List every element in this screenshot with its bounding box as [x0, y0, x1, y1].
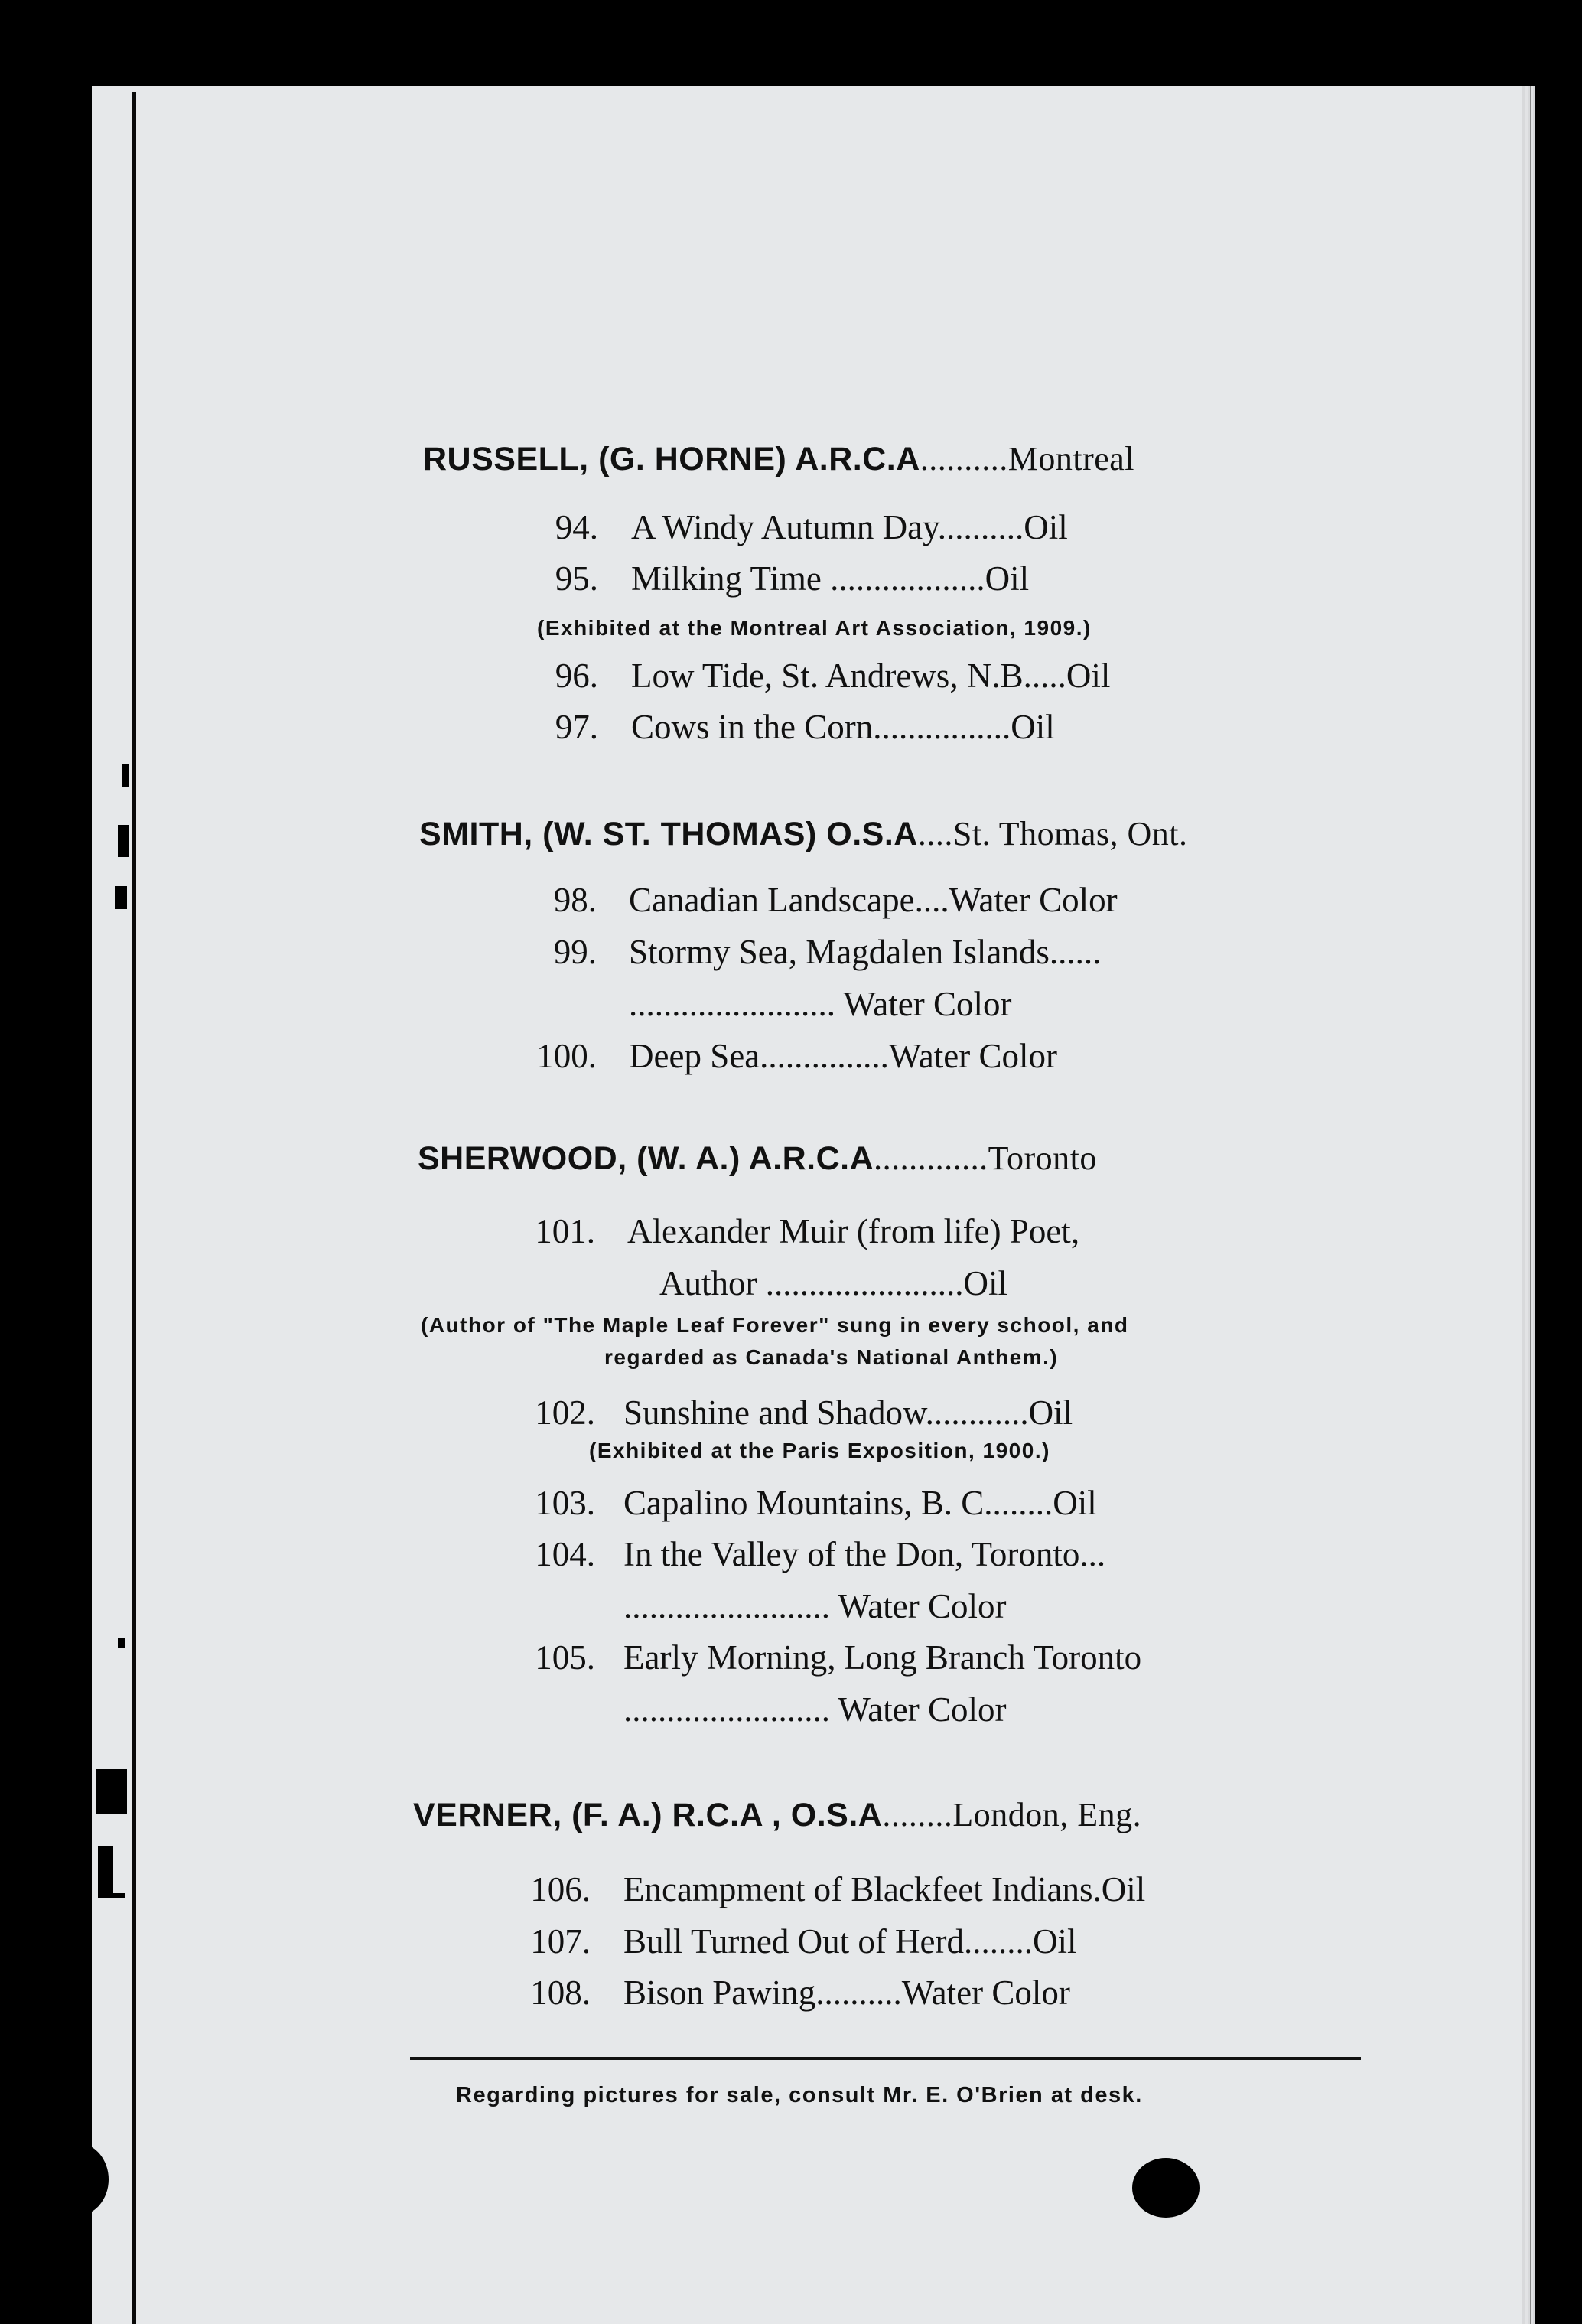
exhibition-note: (Exhibited at the Montreal Art Association, 1909.) — [537, 616, 1092, 640]
artist-heading-smith — [419, 814, 1187, 853]
artist-heading-sherwood — [418, 1139, 1097, 1178]
artist-location: ....St. Thomas, Ont. — [917, 815, 1188, 852]
entry-medium: ........................ Water Color — [623, 1690, 1007, 1729]
entry-title: Cows in the Corn................Oil — [631, 708, 1055, 746]
entry-title: Early Morning, Long Branch Toronto — [623, 1638, 1142, 1677]
binding-line — [132, 92, 136, 2324]
entry-number: 99. — [553, 933, 597, 971]
entry-number: 104. — [535, 1535, 595, 1573]
entry-title: Deep Sea...............Water Color — [629, 1037, 1057, 1075]
artist-name: VERNER, (F. A.) R.C.A , O.S.A — [413, 1797, 883, 1833]
artist-name: RUSSELL, (G. HORNE) A.R.C.A — [423, 441, 920, 478]
entry-number: 108. — [530, 1974, 591, 2012]
margin-mark — [98, 1846, 113, 1893]
artist-location: .............Toronto — [874, 1139, 1097, 1177]
entry-title: Author .......................Oil — [659, 1264, 1007, 1302]
entry-number: 103. — [535, 1484, 595, 1522]
entry-number: 98. — [553, 881, 597, 919]
artist-name: SHERWOOD, (W. A.) A.R.C.A — [418, 1140, 874, 1177]
exhibition-note: (Author of "The Maple Leaf Forever" sung in every school, and — [421, 1313, 1129, 1337]
entry-number: 94. — [555, 508, 598, 546]
exhibition-note: (Exhibited at the Paris Exposition, 1900.) — [589, 1439, 1050, 1462]
entry-title: Sunshine and Shadow............Oil — [623, 1393, 1073, 1432]
divider-rule — [410, 2057, 1361, 2060]
artist-location: ........London, Eng. — [882, 1796, 1142, 1833]
entry-title: Capalino Mountains, B. C........Oil — [623, 1484, 1097, 1522]
margin-mark — [96, 1769, 127, 1814]
entry-number: 101. — [535, 1212, 595, 1250]
entry-title: A Windy Autumn Day..........Oil — [631, 508, 1068, 546]
punch-hole-left — [44, 2143, 109, 2216]
entry-title: Stormy Sea, Magdalen Islands...... — [629, 933, 1102, 971]
artist-heading-russell — [423, 439, 1134, 478]
entry-title: Canadian Landscape....Water Color — [629, 881, 1118, 919]
entry-medium: ........................ Water Color — [629, 985, 1012, 1023]
entry-number: 97. — [555, 708, 598, 746]
artist-heading-verner — [413, 1795, 1141, 1834]
artist-name: SMITH, (W. ST. THOMAS) O.S.A — [419, 816, 918, 852]
artist-location: ..........Montreal — [920, 440, 1135, 478]
margin-mark — [115, 886, 127, 909]
entry-title: Milking Time ..................Oil — [631, 559, 1030, 598]
entry-title: Encampment of Blackfeet Indians.Oil — [623, 1870, 1146, 1908]
entry-number: 105. — [535, 1638, 595, 1677]
margin-mark — [118, 1638, 125, 1648]
entry-number: 107. — [530, 1922, 591, 1961]
entry-title: In the Valley of the Don, Toronto... — [623, 1535, 1106, 1573]
margin-mark — [122, 764, 129, 787]
entry-title: Low Tide, St. Andrews, N.B.....Oil — [631, 657, 1111, 695]
margin-mark — [118, 825, 129, 857]
entry-title: Alexander Muir (from life) Poet, — [627, 1212, 1080, 1250]
entry-number: 106. — [530, 1870, 591, 1908]
entry-number: 100. — [536, 1037, 597, 1075]
entry-number: 95. — [555, 559, 598, 598]
entry-number: 102. — [535, 1393, 595, 1432]
entry-medium: ........................ Water Color — [623, 1587, 1007, 1625]
entry-title: Bull Turned Out of Herd........Oil — [623, 1922, 1077, 1961]
punch-hole-right — [1132, 2158, 1200, 2218]
page-edge — [1522, 86, 1535, 2324]
entry-title: Bison Pawing..........Water Color — [623, 1974, 1070, 2012]
entry-number: 96. — [555, 657, 598, 695]
footer-note: Regarding pictures for sale, consult Mr. E. O'Brien at desk. — [456, 2083, 1143, 2107]
margin-mark — [98, 1893, 125, 1898]
exhibition-note: regarded as Canada's National Anthem.) — [604, 1345, 1059, 1369]
